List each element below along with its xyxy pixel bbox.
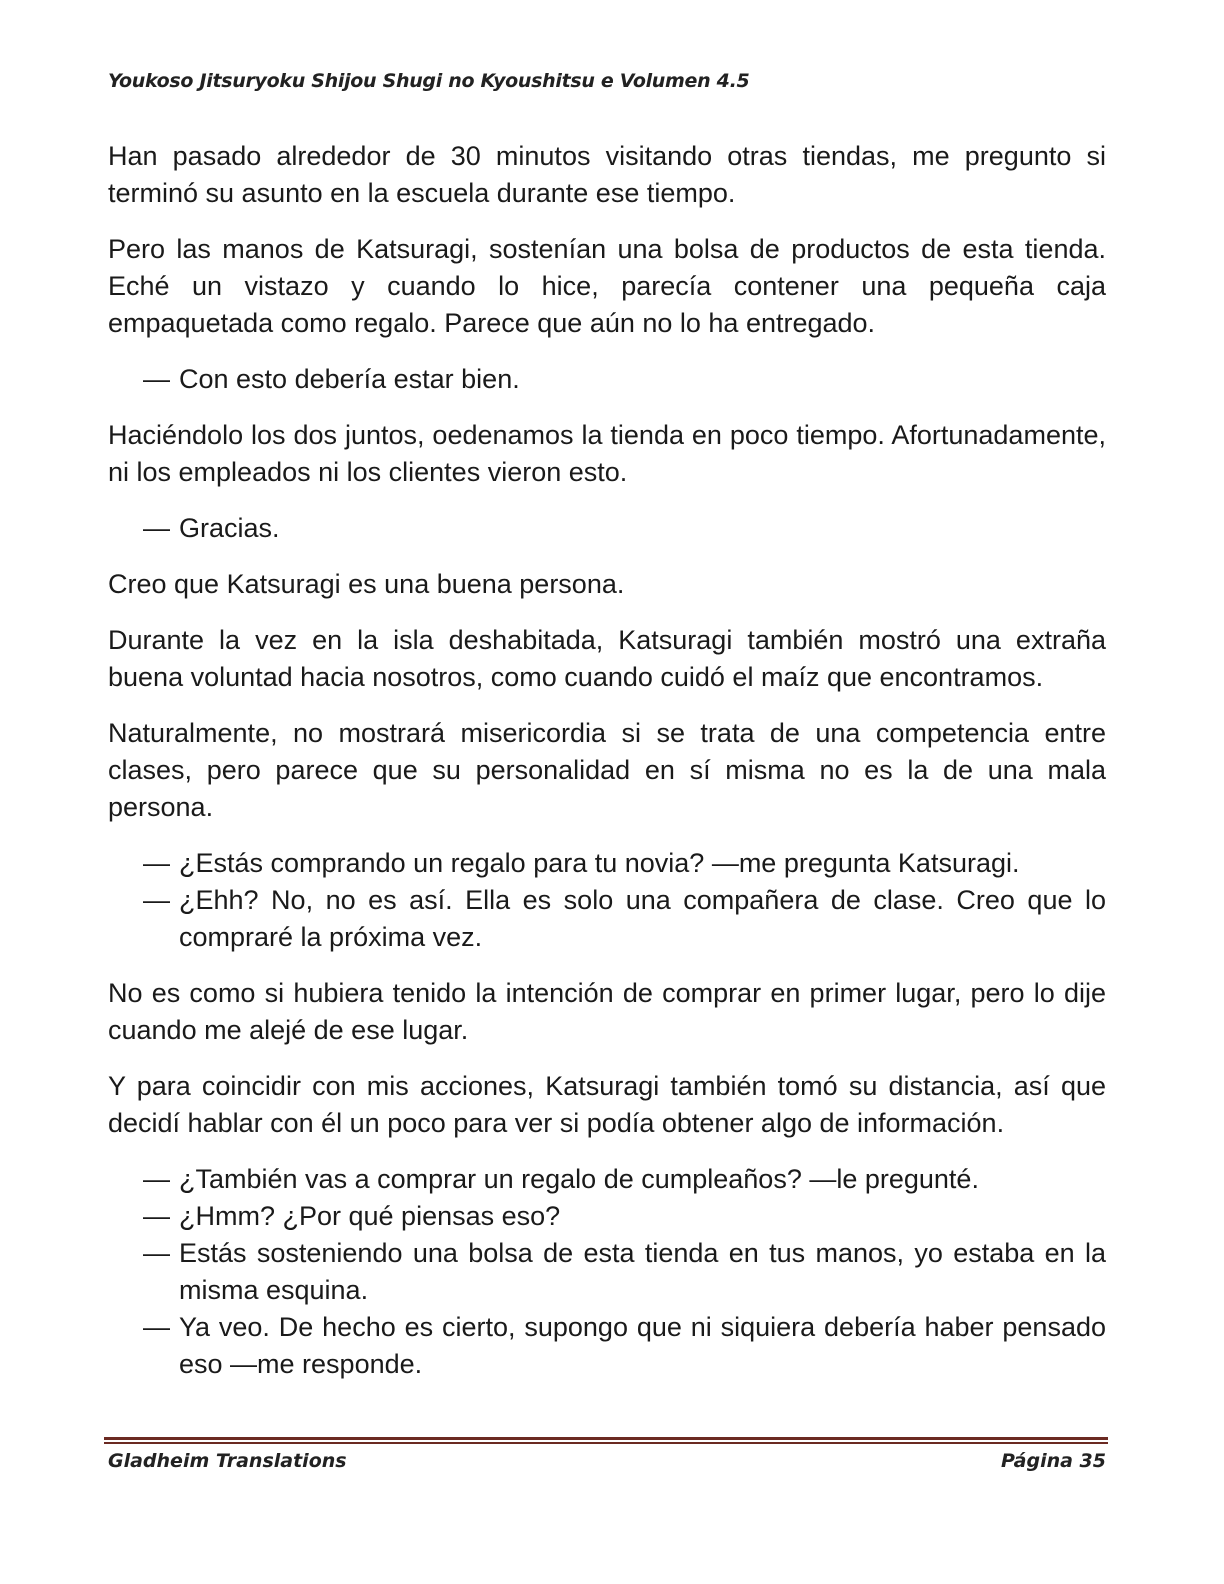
dialogue-block (108, 361, 1106, 398)
paragraph: Pero las manos de Katsuragi, sostenían una bolsa de productos de esta tienda. Eché un vistazo y cuando lo hice, parecía contener una pequeña caja empaquetada como regalo. Parece que aún no lo ha entregado. (108, 234, 1106, 338)
dialogue-line (108, 845, 1106, 882)
dialogue-dash: — (143, 1201, 170, 1231)
dialogue-text: ¿Estás comprando un regalo para tu novia? —me pregunta Katsuragi. (179, 848, 1020, 878)
paragraph: Y para coincidir con mis acciones, Katsuragi también tomó su distancia, así que decidí hablar con él un poco para ver si podía obtener algo de información. (108, 1071, 1106, 1138)
dialogue-block (108, 1161, 1106, 1383)
dialogue-line (108, 882, 1106, 956)
dialogue-dash: — (143, 1164, 170, 1194)
dialogue-dash: — (143, 513, 170, 543)
paragraph: Han pasado alrededor de 30 minutos visitando otras tiendas, me pregunto si terminó su asunto en la escuela durante ese tiempo. (108, 141, 1106, 208)
paragraph: Haciéndolo los dos juntos, oedenamos la tienda en poco tiempo. Afortunadamente, ni los empleados ni los clientes vieron esto. (108, 420, 1106, 487)
dialogue-line (108, 361, 1106, 398)
dialogue-block (108, 510, 1106, 547)
dialogue-line (108, 1198, 1106, 1235)
dialogue-line (108, 1309, 1106, 1383)
dialogue-dash: — (143, 885, 170, 915)
dialogue-text: Estás sosteniendo una bolsa de esta tienda en tus manos, yo estaba en la misma esquina. (179, 1238, 1106, 1305)
page-body (108, 138, 1106, 1402)
paragraph: Creo que Katsuragi es una buena persona. (108, 569, 625, 599)
dialogue-line (108, 1235, 1106, 1309)
dialogue-text: ¿También vas a comprar un regalo de cumpleaños? —le pregunté. (179, 1164, 979, 1194)
dialogue-text: Gracias. (179, 513, 280, 543)
footer-divider (104, 1437, 1108, 1440)
dialogue-dash: — (143, 848, 170, 878)
dialogue-dash: — (143, 364, 170, 394)
dialogue-line (108, 510, 1106, 547)
page-number: Página 35 (1000, 1450, 1106, 1472)
dialogue-text: ¿Hmm? ¿Por qué piensas eso? (179, 1201, 561, 1231)
running-header: Youkoso Jitsuryoku Shijou Shugi no Kyoushitsu e Volumen 4.5 (108, 70, 750, 92)
paragraph: No es como si hubiera tenido la intención de comprar en primer lugar, pero lo dije cuando me alejé de ese lugar. (108, 978, 1106, 1045)
footer-credit: Gladheim Translations (108, 1450, 347, 1472)
dialogue-dash: — (143, 1238, 170, 1268)
footer-divider (104, 1442, 1108, 1444)
dialogue-text: Con esto debería estar bien. (179, 364, 520, 394)
dialogue-text: Ya veo. De hecho es cierto, supongo que ni siquiera debería haber pensado eso —me responde. (179, 1312, 1106, 1379)
dialogue-line (108, 1161, 1106, 1198)
dialogue-dash: — (143, 1312, 170, 1342)
paragraph: Naturalmente, no mostrará misericordia si se trata de una competencia entre clases, pero parece que su personalidad en sí misma no es la de una mala persona. (108, 718, 1106, 822)
dialogue-text: ¿Ehh? No, no es así. Ella es solo una compañera de clase. Creo que lo compraré la próxima vez. (179, 885, 1106, 952)
paragraph: Durante la vez en la isla deshabitada, Katsuragi también mostró una extraña buena voluntad hacia nosotros, como cuando cuidó el maíz que encontramos. (108, 625, 1106, 692)
dialogue-block (108, 845, 1106, 956)
